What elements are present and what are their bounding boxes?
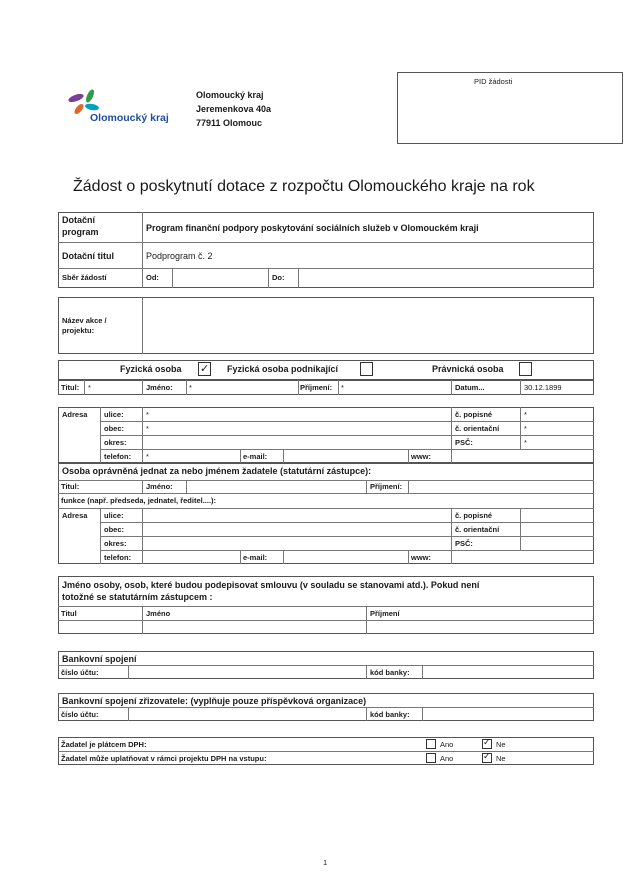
city-label: obec:	[104, 424, 125, 433]
type-person-label: Fyzická osoba	[120, 364, 182, 374]
vat-1-no-checkbox[interactable]	[482, 739, 492, 749]
rep-address-label: Adresa	[62, 511, 88, 520]
issuer-street: Jeremenkova 40a	[196, 104, 272, 114]
rep-title-label: Titul:	[61, 482, 80, 491]
name-value[interactable]: *	[189, 383, 192, 392]
bank-founder-code-label: kód banky:	[370, 710, 410, 719]
signers-col-surname: Příjmení	[370, 609, 400, 618]
project-label: Název akce / projektu:	[62, 316, 107, 335]
signers-heading-2: totožné se statutárním zástupcem :	[62, 592, 213, 602]
type-person-checkbox[interactable]	[198, 362, 211, 376]
type-legal-checkbox[interactable]	[519, 362, 532, 376]
representative-section	[58, 463, 594, 564]
rep-city-label: obec:	[104, 525, 125, 534]
address-label: Adresa	[62, 410, 88, 419]
checkmark-icon: ✓	[483, 752, 491, 762]
issuer-name: Olomoucký kraj	[196, 90, 264, 100]
vat-2-no-checkbox[interactable]	[482, 753, 492, 763]
street-label: ulice:	[104, 410, 124, 419]
zip-value[interactable]: *	[524, 438, 527, 447]
project-section[interactable]	[58, 297, 594, 354]
orient-no-value[interactable]: *	[524, 424, 527, 433]
rep-zip-label: PSČ:	[455, 539, 473, 548]
rep-house-no-label: č. popisné	[455, 511, 493, 520]
title-value[interactable]: *	[88, 383, 91, 392]
logo	[62, 88, 177, 128]
vat-1-yes-checkbox[interactable]	[426, 739, 436, 749]
rep-phone-label: telefon:	[104, 553, 132, 562]
vat-2-yes-checkbox[interactable]	[426, 753, 436, 763]
bank-code-label: kód banky:	[370, 668, 410, 677]
rep-district-label: okres:	[104, 539, 127, 548]
to-label: Do:	[272, 273, 285, 282]
www-label: www:	[411, 452, 431, 461]
bank-account-label: číslo účtu:	[61, 668, 99, 677]
zip-label: PSČ:	[455, 438, 473, 447]
type-legal-label: Právnická osoba	[432, 364, 504, 374]
rep-surname-label: Příjmení:	[370, 482, 403, 491]
program-value: Program finanční podpory poskytování sociálních služeb v Olomouckém kraji	[146, 223, 479, 233]
program-label: Dotační program	[62, 215, 99, 237]
checkmark-icon: ✓	[483, 738, 491, 748]
vat-question-1: Žadatel je plátcem DPH:	[61, 740, 147, 749]
rep-email-label: e-mail:	[243, 553, 268, 562]
bank-heading: Bankovní spojení	[62, 654, 137, 664]
checkmark-icon: ✓	[200, 362, 210, 375]
date-value[interactable]: 30.12.1899	[524, 383, 562, 392]
signers-heading-1: Jméno osoby, osob, které budou podepisovat smlouvu (v souladu se stanovami atd.). Pokud není	[62, 580, 480, 590]
signers-col-name: Jméno	[146, 609, 171, 618]
program-title-label: Dotační titul	[62, 251, 114, 261]
issuer-city: 77911 Olomouc	[196, 118, 263, 128]
vat-1-yes-label: Ano	[440, 740, 454, 749]
vat-question-2: Žadatel může uplatňovat v rámci projektu DPH na vstupu:	[61, 754, 267, 763]
rep-www-label: www:	[411, 553, 431, 562]
city-value[interactable]: *	[146, 424, 149, 433]
pid-label: PID žádosti	[474, 77, 513, 86]
vat-2-no-label: Ne	[496, 754, 506, 763]
page-number: 1	[323, 858, 328, 867]
program-title-value: Podprogram č. 2	[146, 251, 213, 261]
representative-heading: Osoba oprávněná jednat za nebo jménem žadatele (statutární zástupce):	[62, 466, 372, 476]
surname-label: Příjmení:	[300, 383, 333, 392]
email-label: e-mail:	[243, 452, 268, 461]
house-no-label: č. popisné	[455, 410, 493, 419]
house-no-value[interactable]: *	[524, 410, 527, 419]
page-title: Žádost o poskytnutí dotace z rozpočtu Olomouckého kraje na rok	[73, 178, 535, 195]
collection-label: Sběr žádostí	[62, 273, 107, 282]
rep-function-label: funkce (např. předseda, jednatel, ředitel....):	[61, 496, 217, 505]
from-label: Od:	[146, 273, 159, 282]
type-business-label: Fyzická osoba podnikající	[227, 364, 339, 374]
title-label: Titul:	[61, 383, 80, 392]
rep-name-label: Jméno:	[146, 482, 173, 491]
logo-text: Olomoucký kraj	[90, 112, 169, 124]
vat-2-yes-label: Ano	[440, 754, 454, 763]
bank-founder-heading: Bankovní spojení zřizovatele: (vyplňuje pouze příspěvková organizace)	[62, 696, 367, 706]
street-value[interactable]: *	[146, 410, 149, 419]
district-label: okres:	[104, 438, 127, 447]
bank-founder-account-label: číslo účtu:	[61, 710, 99, 719]
date-label: Datum...	[455, 383, 485, 392]
issuer-address	[196, 88, 271, 130]
vat-1-no-label: Ne	[496, 740, 506, 749]
orient-no-label: č. orientační	[455, 424, 500, 433]
phone-label: telefon:	[104, 452, 132, 461]
pid-box[interactable]	[397, 72, 623, 144]
name-label: Jméno:	[146, 383, 173, 392]
type-business-checkbox[interactable]	[360, 362, 373, 376]
rep-orient-no-label: č. orientační	[455, 525, 500, 534]
surname-value[interactable]: *	[341, 383, 344, 392]
rep-street-label: ulice:	[104, 511, 124, 520]
phone-value[interactable]: *	[146, 452, 149, 461]
signers-col-title: Titul	[61, 609, 77, 618]
